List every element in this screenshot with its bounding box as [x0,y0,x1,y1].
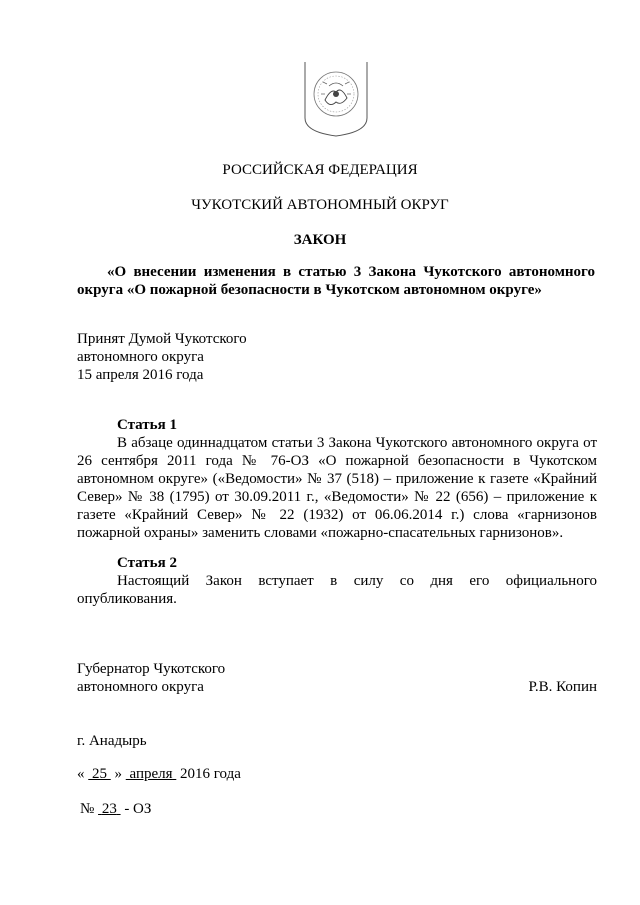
region-heading: ЧУКОТСКИЙ АВТОНОМНЫЙ ОКРУГ [191,197,449,213]
adoption-line-1: Принят Думой Чукотского [77,331,247,347]
signature-block [77,660,597,696]
country-heading: РОССИЙСКАЯ ФЕДЕРАЦИЯ [222,162,418,178]
article-2-text-line-2: опубликования. [77,591,177,607]
governor-name: Р.В. Копин [528,679,597,695]
signing-date [77,765,597,783]
date-month: апреля [129,766,173,782]
law-number [80,800,600,818]
article-2 [77,554,597,608]
governor-title-line-2: автономного округа [77,679,204,695]
article-1-text: В абзаце одиннадцатом статьи 3 Закона Чукотского автономного округа от 26 сентября 2011 года № 76-ОЗ «О пожарной безопасности в Чукотском автономном округе» («Ведомости» № 37 (518) – приложение к газете «Крайний Север» № 38 (1795) от 30.09.2011 г., «Ведомости» № 22 (656) – приложение к газете «Крайний Север» № 22 (1932) от 06.06.2014 г.) слова «гарнизонов пожарной охраны» заменить словами «пожарно-спасательных гарнизонов». [77,435,597,541]
article-1 [77,416,597,542]
article-2-text-line-1: Настоящий Закон вступает в силу со дня его официального [117,573,597,589]
coat-of-arms-emblem [303,58,369,138]
date-open-quote: « [77,766,85,782]
number-sign: № [80,801,95,817]
number-suffix: - ОЗ [124,801,152,817]
adoption-date: 15 апреля 2016 года [77,367,204,383]
date-day: 25 [92,766,107,782]
number-value: 23 [101,801,117,817]
document-type-heading: ЗАКОН [293,232,347,248]
article-2-heading: Статья 2 [117,555,177,571]
date-close-quote: » [114,766,122,782]
city: г. Анадырь [77,733,147,749]
governor-title-line-1: Губернатор Чукотского [77,661,226,677]
adoption-line-2: автономного округа [77,349,204,365]
date-year: 2016 года [180,766,241,782]
article-1-heading: Статья 1 [117,417,177,433]
adoption-note [77,330,597,384]
law-title: «О внесении изменения в статью 3 Закона Чукотского автономного округа «О пожарной безопасности в Чукотском автономном округе» [77,264,595,298]
